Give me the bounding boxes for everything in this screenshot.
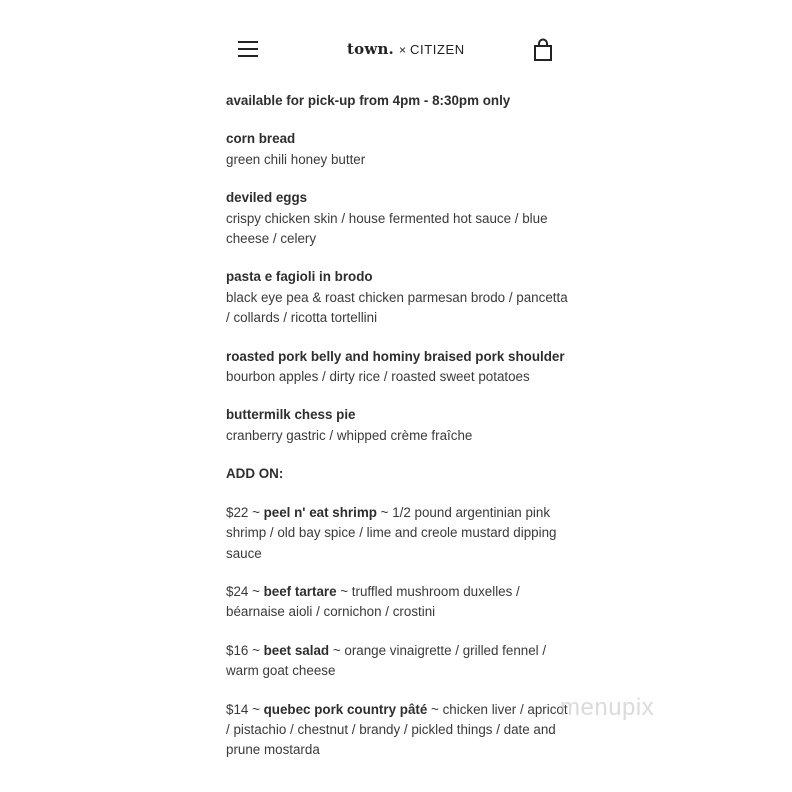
shopping-bag-icon[interactable] [532,38,554,62]
addon-item: $22 ~ peel n' eat shrimp ~ 1/2 pound argentinian pink shrimp / old bay spice / lime and creole mustard dipping sauce [226,504,557,561]
addon-item: $24 ~ beef tartare ~ truffled mushroom duxelles / béarnaise aioli / cornichon / crostini [226,583,520,620]
watermark: menupix [560,694,655,721]
menu-item [226,405,571,446]
site-logo[interactable] [347,40,465,60]
menu-item [226,347,571,388]
menu-item-name: corn bread [226,131,296,147]
menu-item-name: buttermilk chess pie [226,407,356,423]
menu-item-description: bourbon apples / dirty rice / roasted sweet potatoes [226,369,530,385]
addon-description: ~ chicken liver / apricot / pistachio / chestnut / brandy / pickled things / date and prune mostarda [226,701,568,758]
menu-item-description: cranberry gastric / whipped crème fraîche [226,427,473,443]
menu-item [226,129,571,170]
addon-name: beef tartare [263,583,337,599]
menu-item-name: roasted pork belly and hominy braised pork shoulder [226,348,565,364]
addon-description: ~ orange vinaigrette / grilled fennel / warm goat cheese [226,642,547,679]
menu-item-name: pasta e fagioli in brodo [226,269,373,285]
addon-description: ~ truffled mushroom duxelles / béarnaise aioli / cornichon / crostini [226,583,520,620]
site-header [0,0,792,100]
menu-item [226,267,571,328]
addon-item: $16 ~ beet salad ~ orange vinaigrette / grilled fennel / warm goat cheese [226,642,547,679]
logo-citizen: CITIZEN [410,42,465,57]
menu-item-description: crispy chicken skin / house fermented hot sauce / blue cheese / celery [226,210,548,247]
hamburger-menu-icon[interactable] [238,40,258,58]
addon-price: $16 [226,642,249,658]
menu-item-description: green chili honey butter [226,151,366,167]
menu-item [226,188,571,249]
menu-content [226,91,571,779]
addon-name: quebec pork country pâté [263,701,428,717]
addon-price: $14 [226,701,249,717]
addon-name: peel n' eat shrimp [263,504,377,520]
logo-times: × [398,43,406,57]
addon-name: beet salad [263,642,330,658]
menu-item-description: black eye pea & roast chicken parmesan brodo / pancetta / collards / ricotta tortellini [226,289,568,326]
addon-heading: ADD ON: [226,466,284,482]
pickup-notice: available for pick-up from 4pm - 8:30pm only [226,93,511,108]
addon-price: $22 [226,504,249,520]
logo-town: town. [347,40,394,58]
menu-item-name: deviled eggs [226,190,308,206]
addon-description: ~ 1/2 pound argentinian pink shrimp / old bay spice / lime and creole mustard dipping sauce [226,504,557,561]
addon-item: $14 ~ quebec pork country pâté ~ chicken liver / apricot / pistachio / chestnut / brandy / pickled things / date and prune mostarda [226,701,568,758]
addon-price: $24 [226,583,249,599]
